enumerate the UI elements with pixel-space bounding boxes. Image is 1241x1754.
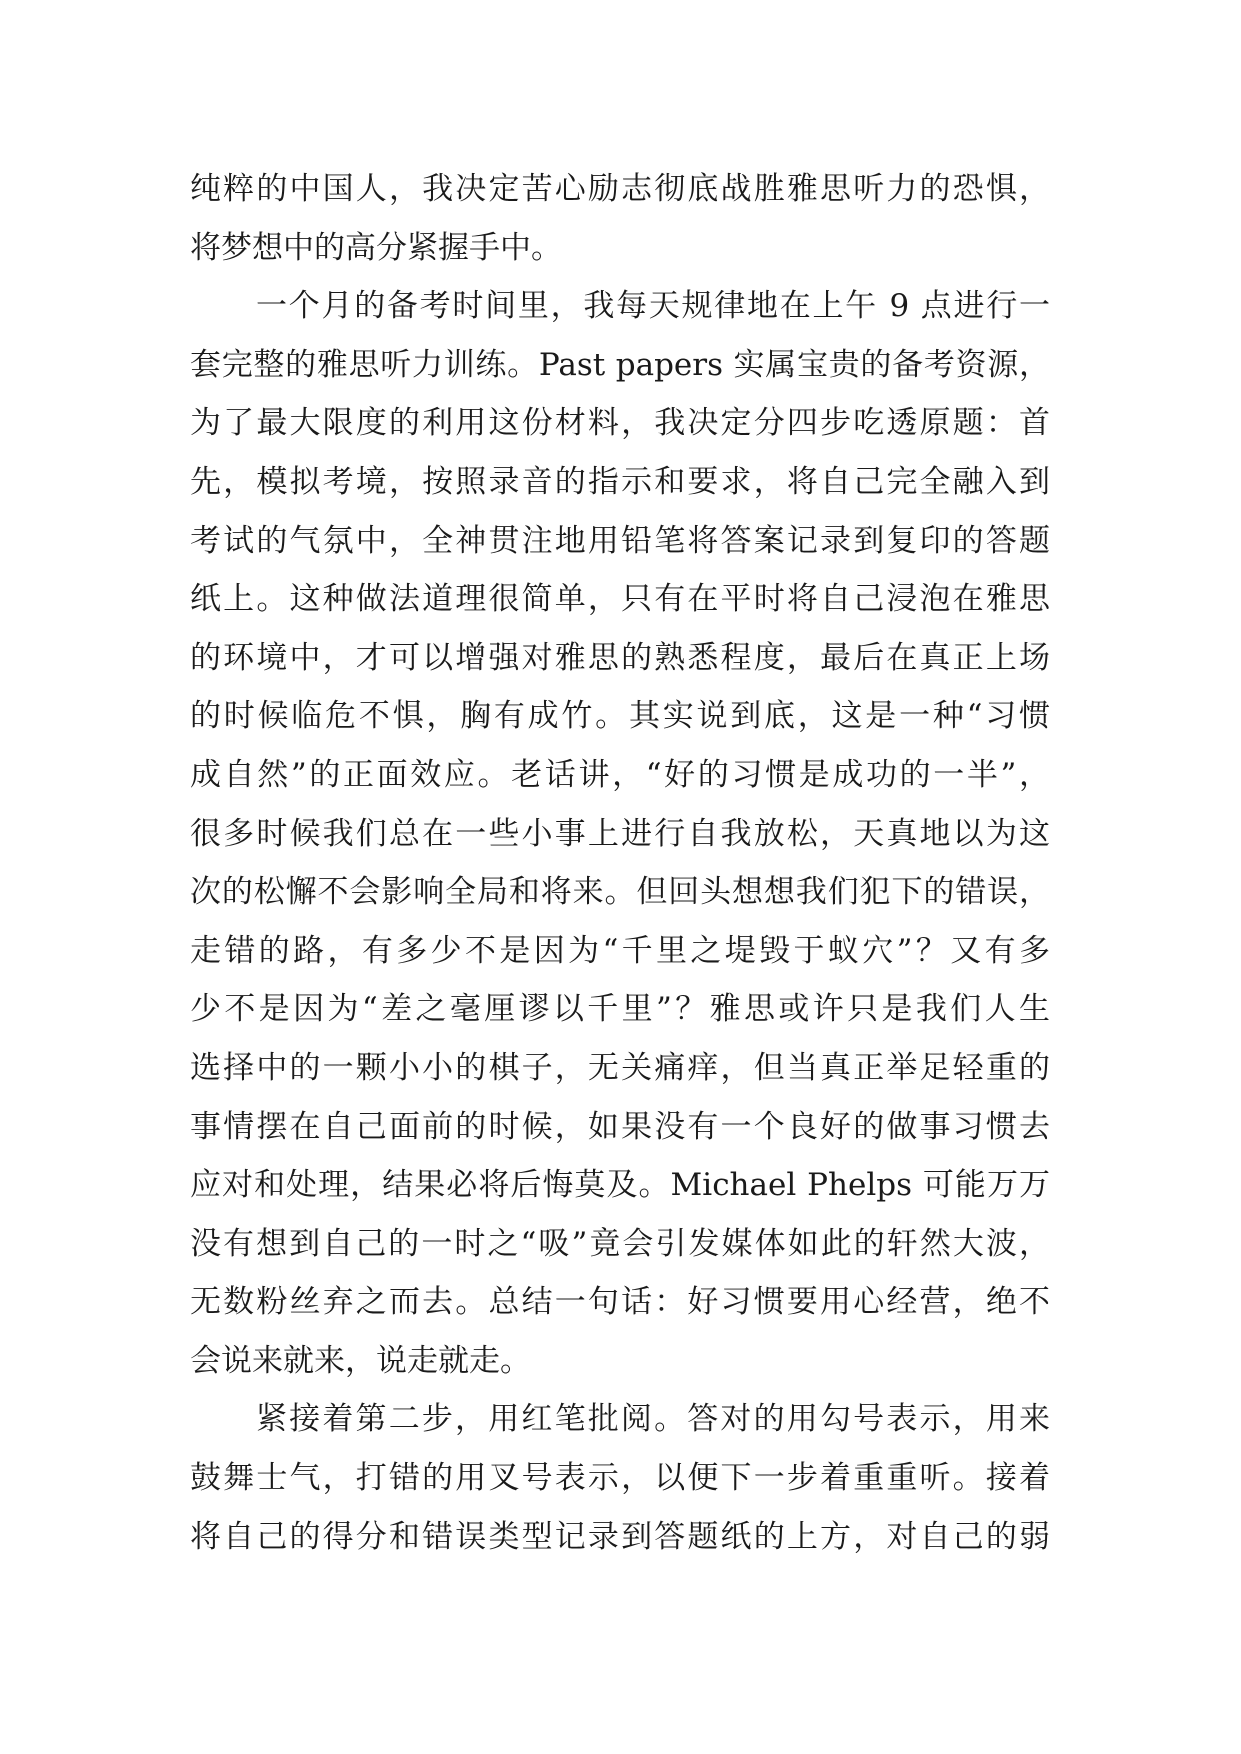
text-line: 一个月的备考时间里，我每天规律地在上午 9 点进行一 — [256, 288, 1050, 325]
text-line: 套完整的雅思听力训练。Past papers 实属宝贵的备考资源， — [190, 346, 1050, 383]
text-line: 考试的气氛中，全神贯注地用铅笔将答案记录到复印的答题 — [190, 522, 1050, 559]
text-line: 为了最大限度的利用这份材料，我决定分四步吃透原题：首 — [190, 405, 1050, 442]
text-line: 事情摆在自己面前的时候，如果没有一个良好的做事习惯去 — [190, 1108, 1050, 1145]
text-line: 成自然”的正面效应。老话讲，“好的习惯是成功的一半”， — [190, 756, 1050, 793]
text-line: 先，模拟考境，按照录音的指示和要求，将自己完全融入到 — [190, 463, 1050, 500]
text-line: 鼓舞士气，打错的用叉号表示，以便下一步着重重听。接着 — [190, 1460, 1050, 1497]
text-line: 次的松懈不会影响全局和将来。但回头想想我们犯下的错误， — [190, 874, 1050, 911]
text-line: 会说来就来，说走就走。 — [190, 1342, 531, 1379]
text-line: 将梦想中的高分紧握手中。 — [190, 229, 562, 266]
text-line: 少不是因为“差之毫厘谬以千里”？雅思或许只是我们人生 — [190, 991, 1050, 1028]
text-line: 应对和处理，结果必将后悔莫及。Michael Phelps 可能万万 — [190, 1167, 1050, 1204]
text-line: 选择中的一颗小小的棋子，无关痛痒，但当真正举足轻重的 — [190, 1049, 1050, 1086]
text-line: 没有想到自己的一时之“吸”竟会引发媒体如此的轩然大波， — [190, 1225, 1050, 1262]
text-line: 紧接着第二步，用红笔批阅。答对的用勾号表示，用来 — [256, 1401, 1050, 1438]
text-line: 的环境中，才可以增强对雅思的熟悉程度，最后在真正上场 — [190, 639, 1050, 676]
text-line: 将自己的得分和错误类型记录到答题纸的上方，对自己的弱 — [190, 1518, 1050, 1555]
text-line: 纯粹的中国人，我决定苦心励志彻底战胜雅思听力的恐惧， — [190, 171, 1050, 207]
text-line: 无数粉丝弃之而去。总结一句话：好习惯要用心经营，绝不 — [190, 1284, 1050, 1321]
text-line: 很多时候我们总在一些小事上进行自我放松，天真地以为这 — [190, 815, 1050, 852]
body-text — [190, 160, 1050, 1566]
text-line: 走错的路，有多少不是因为“千里之堤毁于蚁穴”？又有多 — [190, 932, 1050, 969]
text-line: 的时候临危不惧，胸有成竹。其实说到底，这是一种“习惯 — [190, 698, 1050, 735]
text-line: 纸上。这种做法道理很简单，只有在平时将自己浸泡在雅思 — [190, 581, 1050, 618]
